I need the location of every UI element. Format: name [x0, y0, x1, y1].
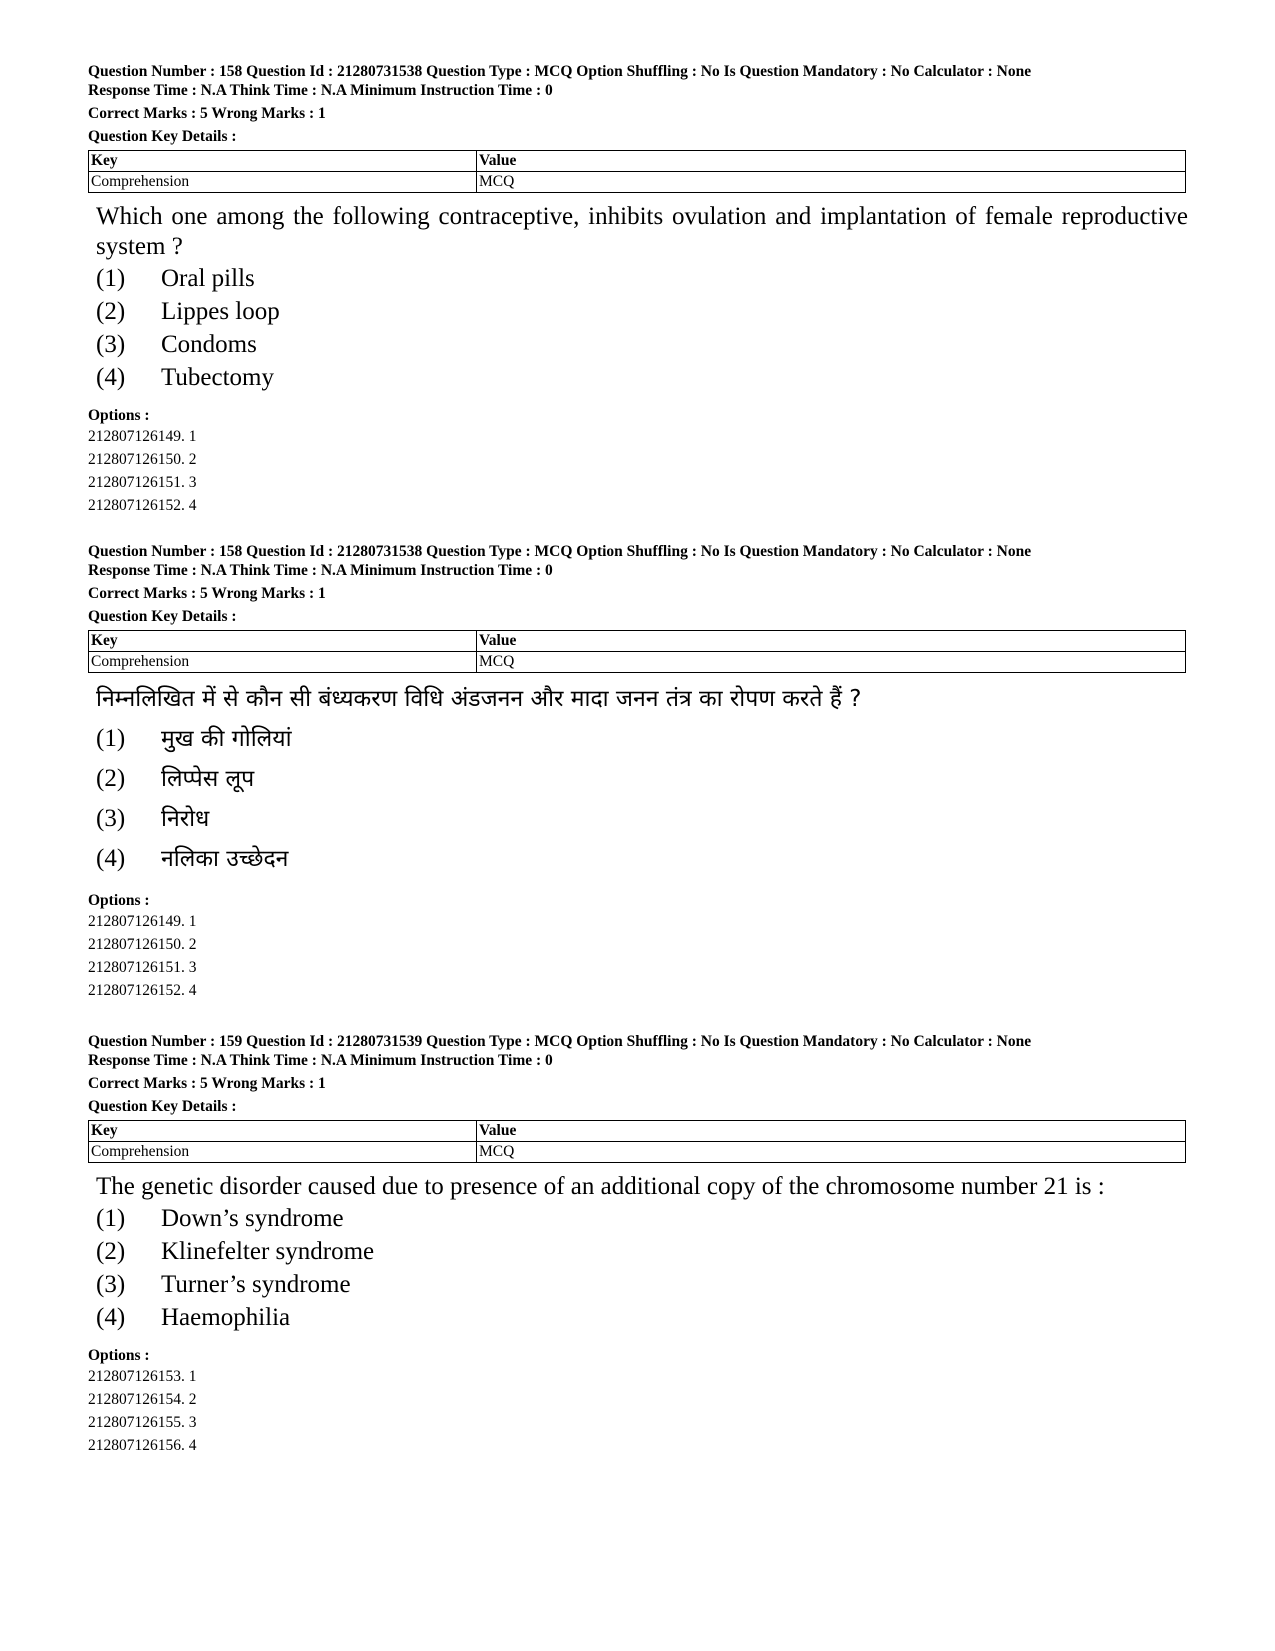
answer-choice — [96, 1202, 1188, 1235]
choice-number: (2) — [96, 765, 126, 792]
answer-choice — [96, 262, 1188, 295]
options-label: Options : — [88, 407, 150, 424]
option-id: 212807126154. 2 — [88, 1391, 197, 1408]
table-cell-value: MCQ — [477, 1142, 1186, 1163]
key-details-label: Question Key Details : — [88, 1098, 237, 1115]
option-id: 212807126151. 3 — [88, 959, 197, 976]
choice-number: (3) — [96, 1271, 126, 1298]
choice-number: (1) — [96, 1205, 126, 1232]
question-text: Which one among the following contraceptive, inhibits ovulation and implantation of female reproductive system ? — [96, 203, 1188, 260]
question-meta-line: Question Number : 159 Question Id : 21280731539 Question Type : MCQ Option Shuffling : No Is Question Mandatory : No Calculator : None — [88, 1033, 1032, 1050]
table-cell-key: Comprehension — [89, 1142, 477, 1163]
key-details-table — [88, 630, 1186, 673]
answer-choice — [96, 1301, 1188, 1334]
option-id: 212807126153. 1 — [88, 1368, 197, 1385]
choice-text: मुख की गोलियां — [161, 726, 292, 752]
choice-text: Condoms — [161, 331, 257, 358]
choice-text: Down’s syndrome — [161, 1205, 344, 1232]
option-id: 212807126150. 2 — [88, 451, 197, 468]
answer-choices — [96, 1202, 1188, 1334]
option-id: 212807126152. 4 — [88, 982, 197, 999]
marks-line: Correct Marks : 5 Wrong Marks : 1 — [88, 1075, 326, 1092]
question-timing-line: Response Time : N.A Think Time : N.A Minimum Instruction Time : 0 — [88, 1052, 553, 1069]
option-id: 212807126152. 4 — [88, 497, 197, 514]
choice-text: Oral pills — [161, 265, 255, 292]
choice-text: Klinefelter syndrome — [161, 1238, 375, 1265]
choice-text: Turner’s syndrome — [161, 1271, 351, 1298]
option-id: 212807126155. 3 — [88, 1414, 197, 1431]
question-text: निम्नलिखित में से कौन सी बंध्यकरण विधि अंडजनन और मादा जनन तंत्र का रोपण करते हैं ? — [96, 686, 862, 712]
question-text: The genetic disorder caused due to presence of an additional copy of the chromosome number 21 is : — [96, 1173, 1105, 1200]
choice-text: Haemophilia — [161, 1304, 291, 1331]
choice-text: निरोध — [161, 806, 210, 832]
answer-choice — [96, 759, 1188, 799]
choice-number: (1) — [96, 725, 126, 752]
options-label: Options : — [88, 892, 150, 909]
answer-choices — [96, 262, 1188, 394]
options-label: Options : — [88, 1347, 150, 1364]
choice-number: (4) — [96, 1304, 126, 1331]
question-meta-line: Question Number : 158 Question Id : 21280731538 Question Type : MCQ Option Shuffling : No Is Question Mandatory : No Calculator : None — [88, 543, 1032, 560]
choice-number: (3) — [96, 331, 126, 358]
table-header-value: Value — [477, 151, 1186, 172]
answer-choice — [96, 719, 1188, 759]
table-cell-value: MCQ — [477, 172, 1186, 193]
key-details-label: Question Key Details : — [88, 608, 237, 625]
choice-text: लिप्पेस लूप — [161, 766, 255, 792]
choice-text: नलिका उच्छेदन — [161, 846, 289, 872]
question-meta-line: Question Number : 158 Question Id : 21280731538 Question Type : MCQ Option Shuffling : No Is Question Mandatory : No Calculator : None — [88, 63, 1032, 80]
choice-number: (3) — [96, 805, 126, 832]
option-id: 212807126149. 1 — [88, 913, 197, 930]
key-details-table — [88, 150, 1186, 193]
table-cell-key: Comprehension — [89, 172, 477, 193]
answer-choices — [96, 719, 1188, 879]
marks-line: Correct Marks : 5 Wrong Marks : 1 — [88, 105, 326, 122]
question-block — [88, 62, 1188, 517]
table-cell-key: Comprehension — [89, 652, 477, 673]
option-id: 212807126149. 1 — [88, 428, 197, 445]
option-id: 212807126151. 3 — [88, 474, 197, 491]
answer-choice — [96, 1235, 1188, 1268]
option-id: 212807126156. 4 — [88, 1437, 197, 1454]
question-block — [88, 542, 1188, 1002]
question-timing-line: Response Time : N.A Think Time : N.A Minimum Instruction Time : 0 — [88, 562, 553, 579]
table-header-key: Key — [89, 151, 477, 172]
table-header-key: Key — [89, 1121, 477, 1142]
choice-text: Tubectomy — [161, 364, 274, 391]
choice-number: (4) — [96, 364, 126, 391]
option-id: 212807126150. 2 — [88, 936, 197, 953]
choice-number: (2) — [96, 298, 126, 325]
marks-line: Correct Marks : 5 Wrong Marks : 1 — [88, 585, 326, 602]
question-block — [88, 1032, 1188, 1457]
answer-choice — [96, 295, 1188, 328]
table-header-key: Key — [89, 631, 477, 652]
table-header-value: Value — [477, 1121, 1186, 1142]
answer-choice — [96, 1268, 1188, 1301]
answer-choice — [96, 799, 1188, 839]
key-details-label: Question Key Details : — [88, 128, 237, 145]
choice-text: Lippes loop — [161, 298, 280, 325]
question-timing-line: Response Time : N.A Think Time : N.A Minimum Instruction Time : 0 — [88, 82, 553, 99]
choice-number: (1) — [96, 265, 126, 292]
answer-choice — [96, 839, 1188, 879]
answer-choice — [96, 328, 1188, 361]
choice-number: (4) — [96, 845, 126, 872]
table-cell-value: MCQ — [477, 652, 1186, 673]
table-header-value: Value — [477, 631, 1186, 652]
choice-number: (2) — [96, 1238, 126, 1265]
key-details-table — [88, 1120, 1186, 1163]
answer-choice — [96, 361, 1188, 394]
